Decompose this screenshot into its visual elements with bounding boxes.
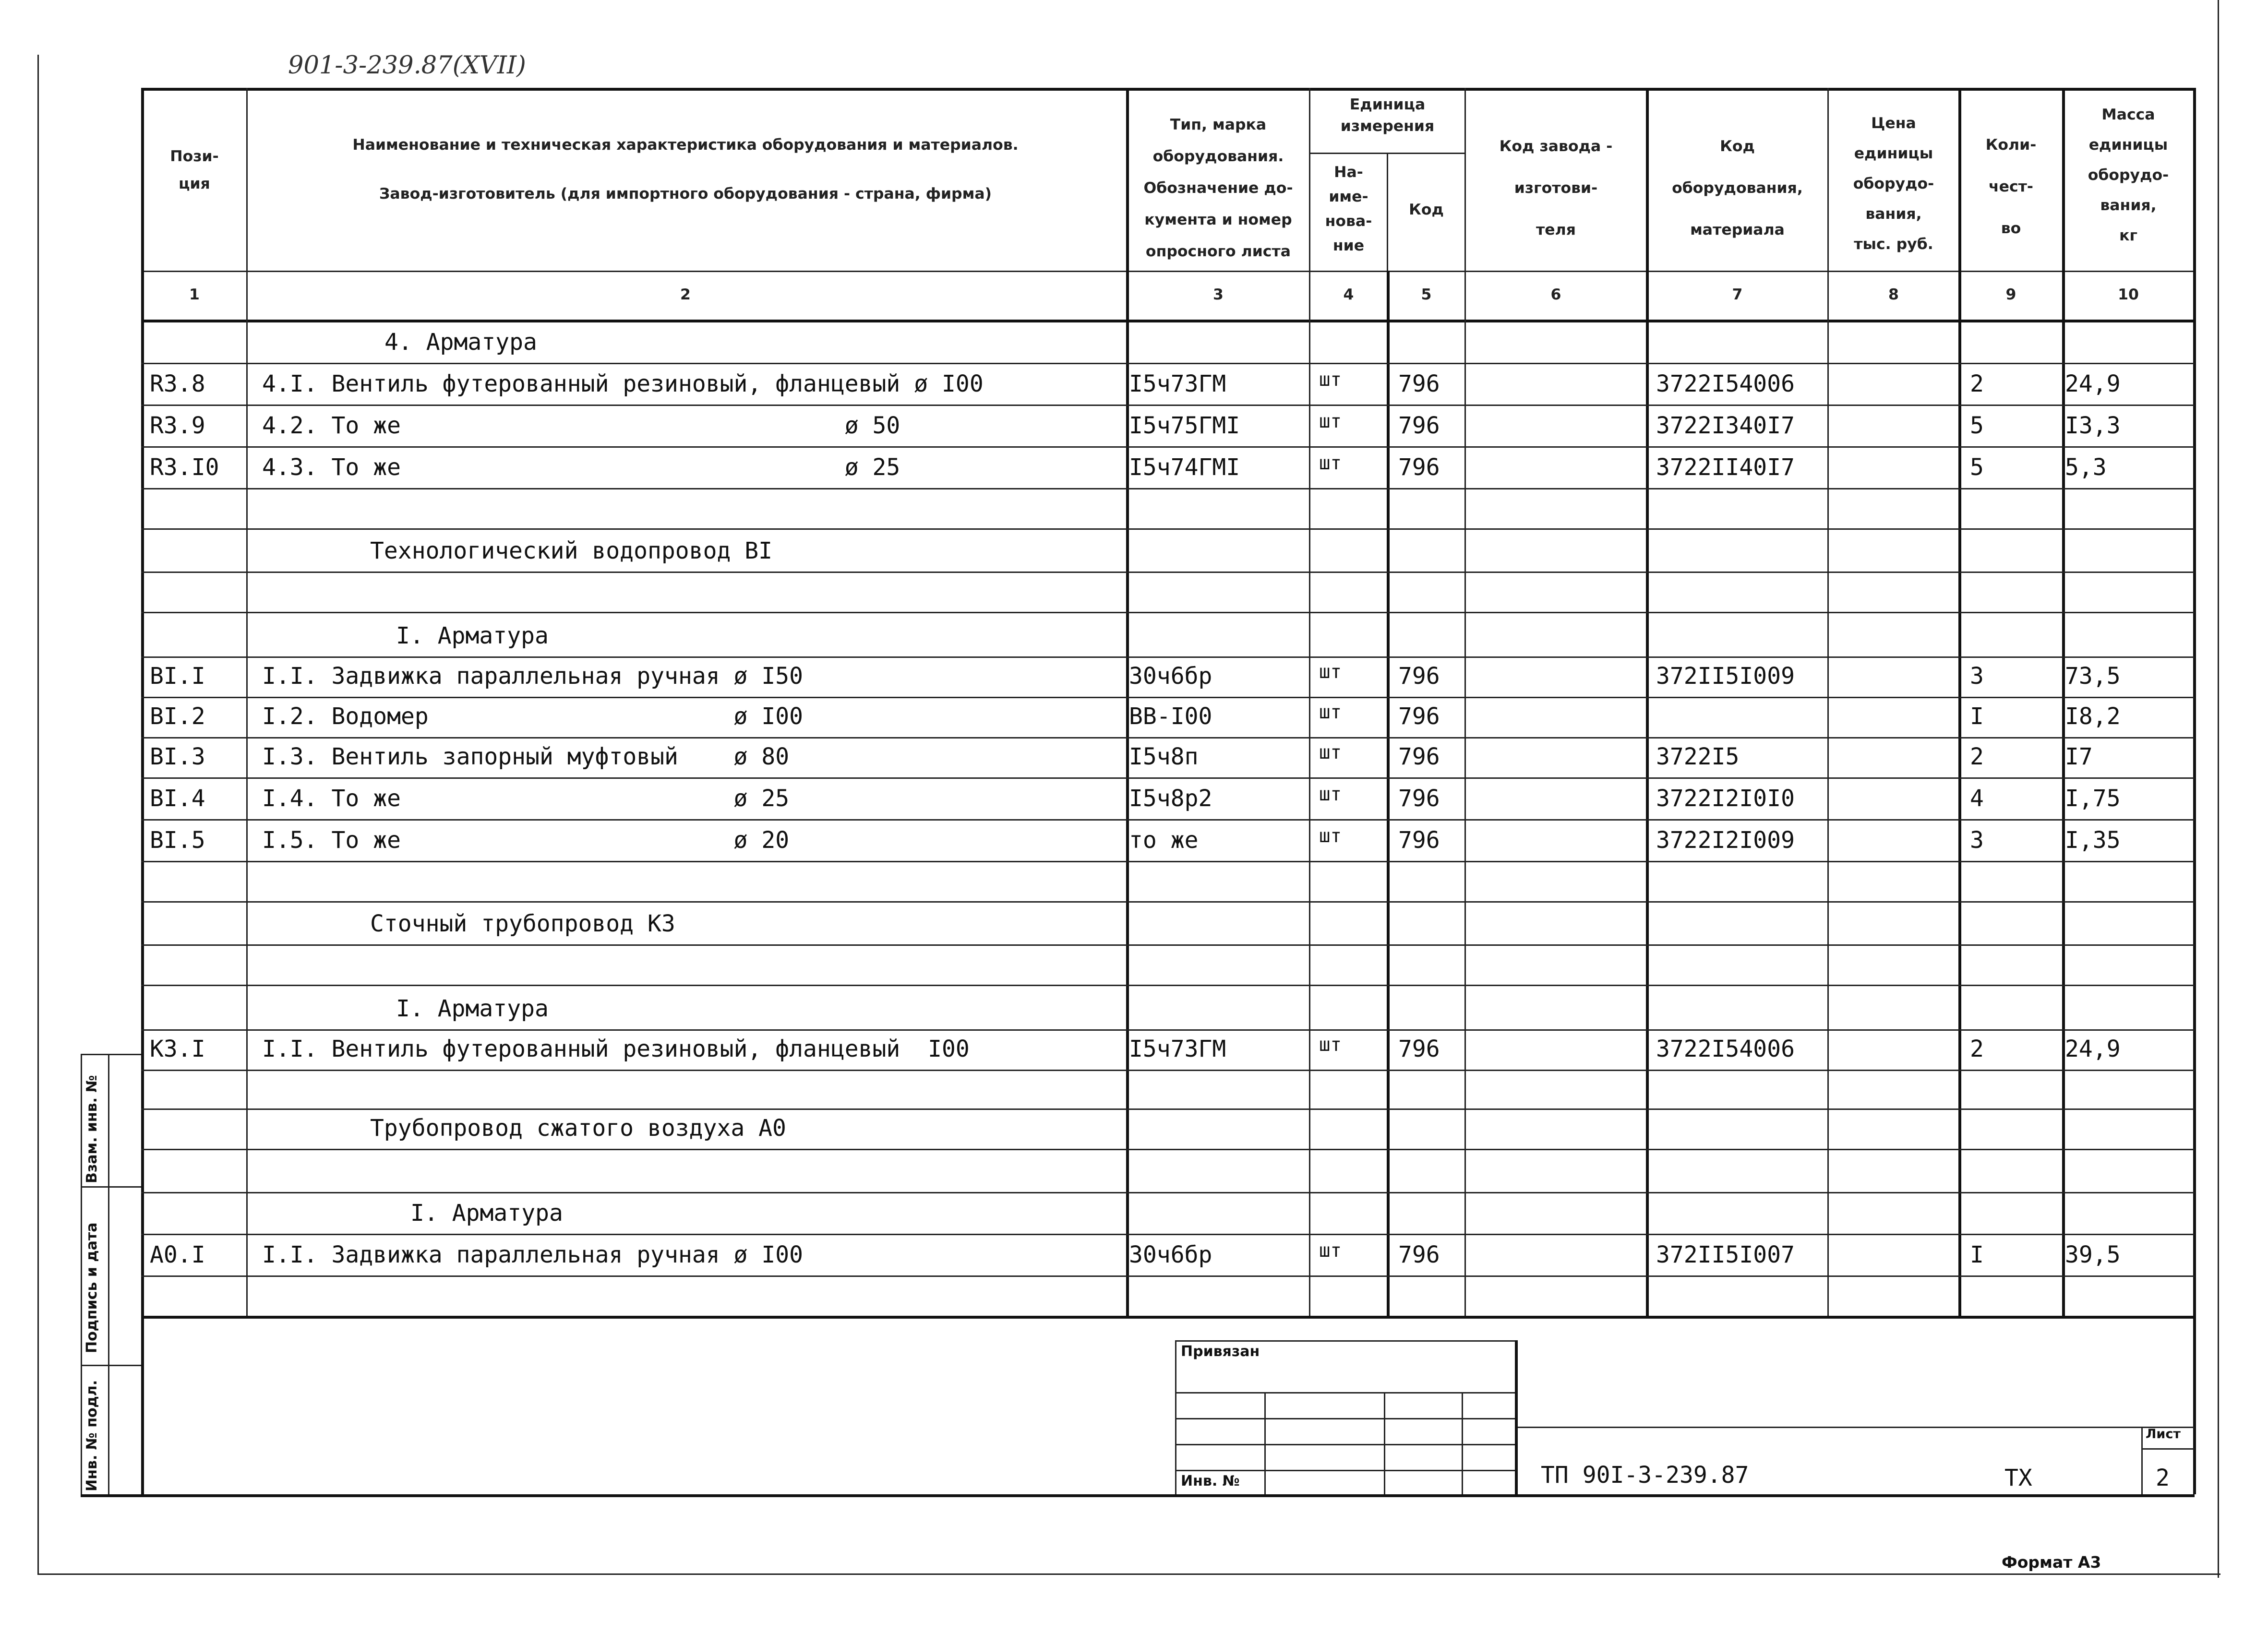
header-equipment-code: Код оборудования, материала bbox=[1672, 138, 1803, 239]
row-divider bbox=[141, 488, 2195, 489]
cell-type: I5ч75ГМI bbox=[1129, 412, 1240, 439]
cell-unit-mass: I,75 bbox=[2065, 785, 2121, 812]
row-divider bbox=[141, 901, 2195, 903]
cell-equipment-code: 3722II40I7 bbox=[1656, 453, 1795, 481]
header-unit-name: На- име- нова- ние bbox=[1325, 164, 1372, 255]
header-position: Пози- ция bbox=[170, 148, 219, 193]
cell-name: I.5. То же ø 20 bbox=[262, 826, 790, 854]
handwritten-doc-ref: 901-3-239.87(XVII) bbox=[288, 52, 526, 81]
table-bottom-border bbox=[141, 1316, 2195, 1319]
tb-stage: ТХ bbox=[2004, 1464, 2032, 1491]
row-divider bbox=[141, 528, 2195, 530]
table-top-border bbox=[141, 88, 2195, 91]
row-divider bbox=[141, 446, 2195, 448]
tb-line-4 bbox=[1175, 1470, 1515, 1471]
cell-equipment-code: 3722I54006 bbox=[1656, 1035, 1795, 1062]
colnum-9: 9 bbox=[2005, 286, 2016, 304]
cell-type: 30ч6бр bbox=[1129, 662, 1212, 690]
cell-quantity: 3 bbox=[1970, 662, 1984, 690]
cell-position: R3.I0 bbox=[150, 453, 219, 481]
tb-inv-no: Инв. № bbox=[1181, 1474, 1240, 1490]
header-name-line2: Завод-изготовитель (для импортного оборудования - страна, фирма) bbox=[379, 186, 992, 203]
tb-list-number: 2 bbox=[2156, 1464, 2170, 1491]
tb-vline-list bbox=[2141, 1427, 2143, 1494]
cell-unit-name: шт bbox=[1319, 1035, 1342, 1057]
cell-equipment-code: 372II5I009 bbox=[1656, 662, 1795, 690]
cell-unit-code: 796 bbox=[1398, 662, 1440, 690]
cell-name: 4. Арматура bbox=[384, 328, 537, 356]
colnum-6: 6 bbox=[1550, 286, 1561, 304]
cell-unit-name: шт bbox=[1319, 662, 1342, 684]
side-label-signature-date: Подпись и дата bbox=[85, 1222, 101, 1353]
header-factory-code: Код завода - изготови- теля bbox=[1499, 138, 1613, 239]
row-divider bbox=[141, 944, 2195, 946]
row-divider bbox=[141, 777, 2195, 779]
cell-unit-mass: 24,9 bbox=[2065, 370, 2121, 397]
tb-line-2 bbox=[1175, 1418, 1515, 1419]
colnum-bottom-border bbox=[141, 320, 2195, 322]
cell-unit-code: 796 bbox=[1398, 743, 1440, 770]
cell-quantity: 4 bbox=[1970, 785, 1984, 812]
cell-position: BI.2 bbox=[150, 703, 205, 730]
colnum-7: 7 bbox=[1732, 286, 1743, 304]
side-label-original-inv: Инв. № подл. bbox=[85, 1380, 101, 1491]
row-divider bbox=[141, 1275, 2195, 1277]
cell-name: I.I. Задвижка параллельная ручная ø I50 bbox=[262, 662, 804, 690]
row-divider bbox=[141, 1149, 2195, 1150]
row-divider bbox=[141, 819, 2195, 821]
side-strip-div1 bbox=[81, 1186, 141, 1188]
cell-quantity: I bbox=[1970, 1241, 1984, 1268]
side-strip-div2 bbox=[81, 1365, 141, 1366]
col-line-8 bbox=[1958, 88, 1961, 1316]
cell-position: А0.I bbox=[150, 1241, 205, 1268]
side-strip-top bbox=[81, 1054, 141, 1055]
format-label: Формат А3 bbox=[2002, 1553, 2101, 1572]
header-unit-code: Код bbox=[1409, 202, 1444, 219]
cell-name: Сточный трубопровод К3 bbox=[370, 910, 675, 937]
cell-quantity: 3 bbox=[1970, 826, 1984, 854]
cell-unit-name: шт bbox=[1319, 453, 1342, 475]
colnum-5: 5 bbox=[1421, 286, 1432, 304]
tb-privyazan: Привязан bbox=[1181, 1345, 1260, 1360]
cell-type: I5ч8р2 bbox=[1129, 785, 1212, 812]
cell-unit-mass: I7 bbox=[2065, 743, 2093, 770]
cell-quantity: 5 bbox=[1970, 453, 1984, 481]
col-line-5 bbox=[1464, 88, 1466, 1316]
tb-doc-code: ТП 90I-3-239.87 bbox=[1541, 1461, 1749, 1489]
cell-unit-name: шт bbox=[1319, 703, 1342, 724]
tb-line-1 bbox=[1175, 1392, 1515, 1394]
tb-line-top bbox=[1175, 1340, 1515, 1342]
cell-equipment-code: 372II5I007 bbox=[1656, 1241, 1795, 1268]
cell-name: I. Арматура bbox=[396, 622, 549, 649]
cell-type: I5ч8п bbox=[1129, 743, 1199, 770]
col-line-3 bbox=[1309, 88, 1310, 1316]
row-divider bbox=[141, 572, 2195, 573]
cell-unit-code: 796 bbox=[1398, 703, 1440, 730]
cell-name: I.4. То же ø 25 bbox=[262, 785, 790, 812]
cell-quantity: 2 bbox=[1970, 743, 1984, 770]
cell-unit-code: 796 bbox=[1398, 370, 1440, 397]
cell-position: R3.8 bbox=[150, 370, 205, 397]
cell-unit-mass: I3,3 bbox=[2065, 412, 2121, 439]
row-divider bbox=[141, 737, 2195, 739]
cell-name: I.I. Вентиль футерованный резиновый, фланцевый I00 bbox=[262, 1035, 970, 1062]
cell-equipment-code: 3722I340I7 bbox=[1656, 412, 1795, 439]
col-line-6 bbox=[1646, 88, 1649, 1316]
side-strip-left bbox=[81, 1054, 82, 1494]
cell-position: BI.5 bbox=[150, 826, 205, 854]
cell-position: R3.9 bbox=[150, 412, 205, 439]
tb-line-3 bbox=[1175, 1444, 1515, 1445]
cell-position: BI.4 bbox=[150, 785, 205, 812]
cell-equipment-code: 3722I2I0I0 bbox=[1656, 785, 1795, 812]
row-divider bbox=[141, 1029, 2195, 1031]
cell-name: 4.3. То же ø 25 bbox=[262, 453, 900, 481]
tb-line-main bbox=[1515, 1427, 2195, 1428]
header-bottom-border bbox=[141, 271, 2195, 272]
cell-type: то же bbox=[1129, 826, 1199, 854]
cell-equipment-code: 3722I54006 bbox=[1656, 370, 1795, 397]
cell-unit-name: шт bbox=[1319, 826, 1342, 848]
tb-vline-3 bbox=[1462, 1392, 1463, 1494]
col-line-4 bbox=[1387, 271, 1390, 1316]
tb-list-label: Лист bbox=[2146, 1428, 2181, 1442]
col-line-10 bbox=[2193, 88, 2196, 1494]
cell-unit-code: 796 bbox=[1398, 785, 1440, 812]
tb-vline-0 bbox=[1175, 1340, 1176, 1494]
cell-name: 4.2. То же ø 50 bbox=[262, 412, 900, 439]
cell-position: BI.3 bbox=[150, 743, 205, 770]
row-divider bbox=[141, 405, 2195, 406]
colnum-3: 3 bbox=[1213, 286, 1224, 304]
tb-vline-2 bbox=[1384, 1392, 1385, 1494]
cell-unit-name: шт bbox=[1319, 370, 1342, 392]
cell-unit-mass: 24,9 bbox=[2065, 1035, 2121, 1062]
row-divider bbox=[141, 1108, 2195, 1110]
cell-name: 4.I. Вентиль футерованный резиновый, фланцевый ø I00 bbox=[262, 370, 984, 397]
header-unit-group: Единица измерения bbox=[1340, 96, 1435, 135]
header-unit-price: Цена единицы оборудо- вания, тыс. руб. bbox=[1853, 115, 1934, 253]
cell-equipment-code: 3722I2I009 bbox=[1656, 826, 1795, 854]
cell-quantity: 2 bbox=[1970, 370, 1984, 397]
cell-name: I.3. Вентиль запорный муфтовый ø 80 bbox=[262, 743, 790, 770]
cell-unit-mass: 39,5 bbox=[2065, 1241, 2121, 1268]
outer-bottom-edge bbox=[37, 1573, 2220, 1575]
row-divider bbox=[141, 656, 2195, 658]
cell-name: I. Арматура bbox=[396, 995, 549, 1022]
cell-name: Трубопровод сжатого воздуха А0 bbox=[370, 1114, 786, 1142]
col-line-2 bbox=[1126, 88, 1129, 1316]
cell-name: I. Арматура bbox=[410, 1199, 563, 1227]
cell-position: BI.I bbox=[150, 662, 205, 690]
cell-equipment-code: 3722I5 bbox=[1656, 743, 1740, 770]
colnum-10: 10 bbox=[2118, 286, 2139, 304]
side-label-replaced-inv: Взам. инв. № bbox=[85, 1075, 101, 1183]
cell-name: I.I. Задвижка параллельная ручная ø I00 bbox=[262, 1241, 804, 1268]
outer-left-edge bbox=[37, 55, 39, 1575]
cell-unit-code: 796 bbox=[1398, 826, 1440, 854]
cell-type: I5ч74ГМI bbox=[1129, 453, 1240, 481]
row-divider bbox=[141, 1234, 2195, 1235]
outer-right-edge bbox=[2218, 0, 2219, 1578]
cell-unit-code: 796 bbox=[1398, 453, 1440, 481]
tb-line-list bbox=[2141, 1448, 2195, 1450]
header-type: Тип, марка оборудования. Обозначение до- кумента и номер опросного листа bbox=[1143, 117, 1293, 261]
row-divider bbox=[141, 985, 2195, 986]
col-line-7 bbox=[1827, 88, 1829, 1316]
colnum-8: 8 bbox=[1888, 286, 1899, 304]
cell-unit-mass: I8,2 bbox=[2065, 703, 2121, 730]
cell-quantity: I bbox=[1970, 703, 1984, 730]
cell-unit-name: шт bbox=[1319, 412, 1342, 433]
cell-type: I5ч73ГМ bbox=[1129, 370, 1226, 397]
header-unit-mass: Масса единицы оборудо- вания, кг bbox=[2088, 107, 2169, 245]
cell-unit-mass: 5,3 bbox=[2065, 453, 2107, 481]
cell-unit-name: шт bbox=[1319, 1241, 1342, 1263]
cell-unit-mass: 73,5 bbox=[2065, 662, 2121, 690]
cell-type: 30ч6бр bbox=[1129, 1241, 1212, 1268]
colnum-2: 2 bbox=[680, 286, 691, 304]
col-line-9 bbox=[2062, 88, 2065, 1316]
colnum-1: 1 bbox=[189, 286, 200, 304]
cell-name: I.2. Водомер ø I00 bbox=[262, 703, 804, 730]
col-line-1 bbox=[246, 88, 248, 1316]
cell-unit-code: 796 bbox=[1398, 1241, 1440, 1268]
cell-type: I5ч73ГМ bbox=[1129, 1035, 1226, 1062]
cell-quantity: 2 bbox=[1970, 1035, 1984, 1062]
tb-vline-4 bbox=[1515, 1340, 1518, 1494]
header-name-line1: Наименование и техническая характеристика оборудования и материалов. bbox=[352, 137, 1019, 154]
header-quantity: Коли- чест- во bbox=[1985, 137, 2037, 238]
row-divider bbox=[141, 1192, 2195, 1193]
cell-unit-mass: I,35 bbox=[2065, 826, 2121, 854]
side-strip-mid bbox=[108, 1054, 109, 1494]
cell-unit-name: шт bbox=[1319, 743, 1342, 764]
sheet-bottom-border bbox=[81, 1494, 2195, 1497]
row-divider bbox=[141, 861, 2195, 862]
cell-unit-code: 796 bbox=[1398, 412, 1440, 439]
colnum-4: 4 bbox=[1343, 286, 1354, 304]
row-divider bbox=[141, 612, 2195, 613]
cell-quantity: 5 bbox=[1970, 412, 1984, 439]
cell-unit-name: шт bbox=[1319, 785, 1342, 806]
cell-type: BB-I00 bbox=[1129, 703, 1212, 730]
cell-position: К3.I bbox=[150, 1035, 205, 1062]
cell-unit-code: 796 bbox=[1398, 1035, 1440, 1062]
row-divider bbox=[141, 1070, 2195, 1071]
row-divider bbox=[141, 363, 2195, 364]
cell-name: Технологический водопровод BI bbox=[370, 537, 773, 564]
row-divider bbox=[141, 697, 2195, 698]
tb-vline-1 bbox=[1264, 1392, 1266, 1494]
